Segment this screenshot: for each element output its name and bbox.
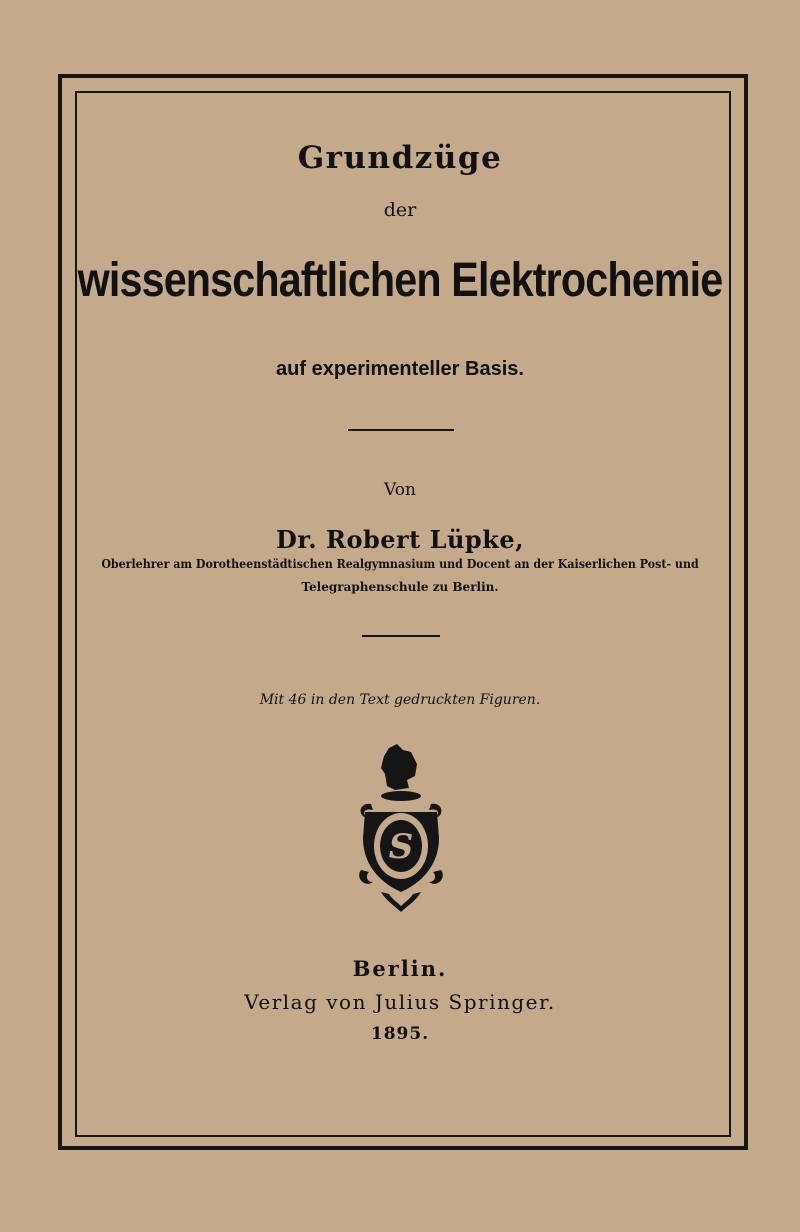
publisher-name: Verlag von Julius Springer. xyxy=(244,990,556,1014)
title-article: der xyxy=(383,199,417,221)
author-position-line2: Telegraphenschule zu Berlin. xyxy=(301,580,499,594)
figures-note: Mit 46 in den Text gedruckten Figuren. xyxy=(259,692,541,708)
book-subject: wissenschaftlichen Elektrochemie xyxy=(77,254,723,307)
springer-knight-emblem-icon xyxy=(351,742,451,914)
publication-place: Berlin. xyxy=(352,956,448,981)
book-subtitle: auf experimenteller Basis. xyxy=(276,358,524,380)
publication-year: 1895. xyxy=(370,1024,430,1044)
emblem-monogram: S xyxy=(388,827,414,867)
divider-rule-middle xyxy=(362,635,440,637)
author-name: Dr. Robert Lüpke, xyxy=(276,525,524,554)
author-position-line1: Oberlehrer am Dorotheenstädtischen Realgymnasium und Docent an der Kaiserlichen Post- und xyxy=(101,557,699,571)
divider-rule-top xyxy=(348,429,454,431)
by-label: Von xyxy=(384,480,416,500)
book-title: Grundzüge xyxy=(297,140,503,176)
